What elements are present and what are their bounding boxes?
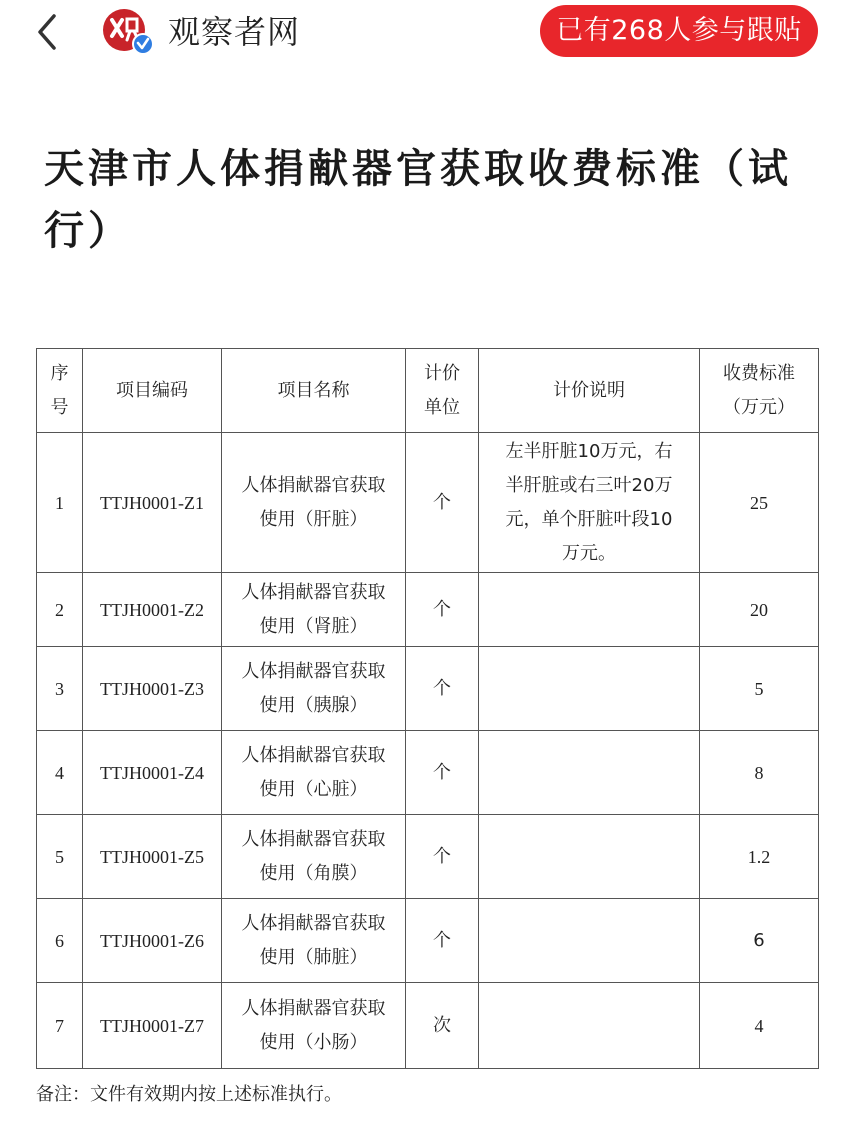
row-fee: 8 — [700, 731, 819, 815]
row-unit: 个 — [406, 731, 479, 815]
row-desc — [479, 899, 700, 983]
row-unit: 个 — [406, 573, 479, 647]
row-fee: 4 — [700, 983, 819, 1069]
row-unit: 个 — [406, 433, 479, 573]
header-index: 序 号 — [37, 349, 83, 433]
fee-table — [36, 348, 819, 1069]
table-row — [37, 647, 819, 731]
row-unit: 个 — [406, 815, 479, 899]
row-desc — [479, 573, 700, 647]
table-note: 备注：文件有效期内按上述标准执行。 — [36, 1084, 342, 1105]
row-name: 人体捐献器官获取 使用（小肠） — [222, 983, 406, 1069]
verified-badge-icon — [133, 34, 153, 54]
comments-count-button[interactable]: 已有268人参与跟贴 — [540, 5, 818, 57]
row-name: 人体捐献器官获取 使用（肺脏） — [222, 899, 406, 983]
row-code: TTJH0001-Z4 — [83, 731, 222, 815]
row-unit: 次 — [406, 983, 479, 1069]
row-unit: 个 — [406, 899, 479, 983]
header-code: 项目编码 — [83, 349, 222, 433]
row-code: TTJH0001-Z3 — [83, 647, 222, 731]
table-row — [37, 815, 819, 899]
row-fee: 1.2 — [700, 815, 819, 899]
row-index: 2 — [37, 573, 83, 647]
row-name: 人体捐献器官获取 使用（肾脏） — [222, 573, 406, 647]
row-name: 人体捐献器官获取 使用（肝脏） — [222, 433, 406, 573]
row-code: TTJH0001-Z5 — [83, 815, 222, 899]
row-index: 4 — [37, 731, 83, 815]
row-desc: 左半肝脏10万元，右 半肝脏或右三叶20万 元，单个肝脏叶段10 万元。 — [479, 433, 700, 573]
table-row — [37, 573, 819, 647]
row-fee: 20 — [700, 573, 819, 647]
row-code: TTJH0001-Z7 — [83, 983, 222, 1069]
row-fee: 6 — [700, 899, 819, 983]
site-name[interactable]: 观察者网 — [168, 13, 301, 51]
row-name: 人体捐献器官获取 使用（心脏） — [222, 731, 406, 815]
row-code: TTJH0001-Z6 — [83, 899, 222, 983]
row-unit: 个 — [406, 647, 479, 731]
table-header-row — [37, 349, 819, 433]
row-index: 7 — [37, 983, 83, 1069]
table-row — [37, 983, 819, 1069]
table-row — [37, 899, 819, 983]
row-desc — [479, 815, 700, 899]
row-code: TTJH0001-Z2 — [83, 573, 222, 647]
row-index: 6 — [37, 899, 83, 983]
row-desc — [479, 983, 700, 1069]
row-fee: 5 — [700, 647, 819, 731]
row-desc — [479, 731, 700, 815]
site-logo[interactable] — [100, 6, 156, 58]
row-index: 1 — [37, 433, 83, 573]
top-bar — [0, 0, 850, 64]
table-row — [37, 433, 819, 573]
row-name: 人体捐献器官获取 使用（角膜） — [222, 815, 406, 899]
row-name: 人体捐献器官获取 使用（胰腺） — [222, 647, 406, 731]
row-fee: 25 — [700, 433, 819, 573]
back-button[interactable] — [30, 10, 70, 54]
table-row — [37, 731, 819, 815]
chevron-left-icon — [30, 10, 70, 54]
row-code: TTJH0001-Z1 — [83, 433, 222, 573]
article-title: 天津市人体捐献器官获取收费标准（试行） — [44, 146, 792, 254]
header-desc: 计价说明 — [479, 349, 700, 433]
row-desc — [479, 647, 700, 731]
row-index: 3 — [37, 647, 83, 731]
row-index: 5 — [37, 815, 83, 899]
header-name: 项目名称 — [222, 349, 406, 433]
header-fee: 收费标准 （万元） — [700, 349, 819, 433]
header-unit: 计价 单位 — [406, 349, 479, 433]
